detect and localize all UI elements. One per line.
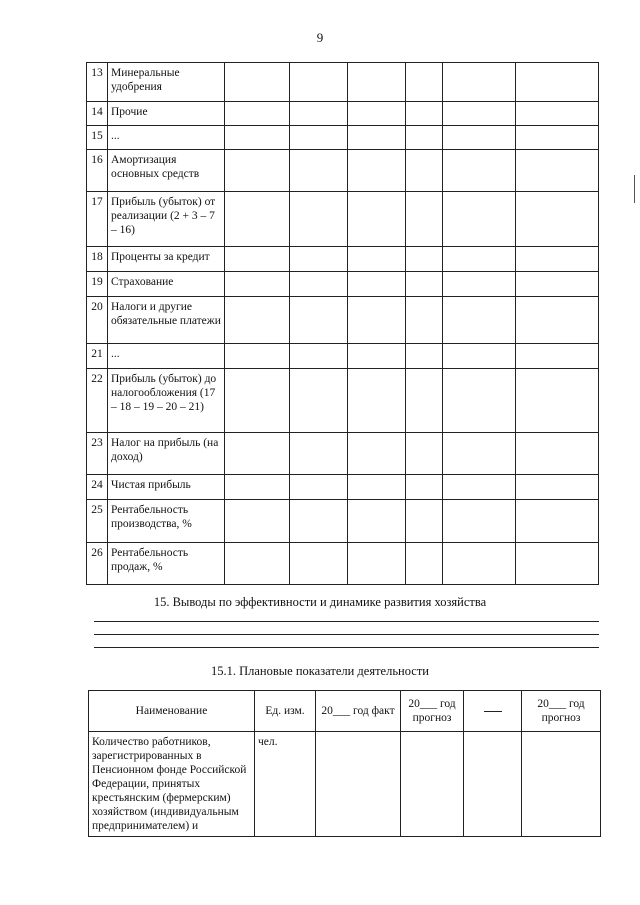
table-cell (406, 63, 443, 102)
table-cell (516, 102, 599, 126)
table-cell (225, 475, 290, 500)
table-cell (406, 433, 443, 475)
row-number: 13 (87, 63, 108, 102)
table-cell (406, 344, 443, 369)
table-cell (225, 433, 290, 475)
financial-results-table (86, 62, 599, 585)
table-cell (225, 344, 290, 369)
table-cell (348, 247, 406, 272)
table-row (87, 126, 599, 150)
table-cell (348, 433, 406, 475)
table-row (87, 475, 599, 500)
table-cell (348, 297, 406, 344)
row-number: 21 (87, 344, 108, 369)
table-row (87, 543, 599, 585)
table-row (87, 63, 599, 102)
table-cell (290, 433, 348, 475)
table-cell (290, 63, 348, 102)
table-cell (290, 192, 348, 247)
blank-line (94, 621, 599, 622)
row-number: 17 (87, 192, 108, 247)
row-number: 25 (87, 500, 108, 543)
table-cell (348, 150, 406, 192)
table-cell (443, 192, 516, 247)
row-label: Прочие (108, 102, 225, 126)
table-cell (290, 369, 348, 433)
section-15-title: 15. Выводы по эффективности и динамике развития хозяйства (153, 595, 487, 609)
header-year-forecast-2: 20___ год прогноз (522, 691, 601, 732)
planned-indicators-table (88, 690, 601, 837)
table-cell (225, 297, 290, 344)
table-cell (406, 272, 443, 297)
table-cell (225, 247, 290, 272)
table-cell (348, 63, 406, 102)
table-cell (516, 63, 599, 102)
table-cell (406, 475, 443, 500)
row-number: 15 (87, 126, 108, 150)
table-cell (406, 150, 443, 192)
table-cell (443, 369, 516, 433)
header-year-forecast: 20___ год прогноз (401, 691, 464, 732)
table-cell (443, 272, 516, 297)
table-cell (443, 433, 516, 475)
row-label: ... (108, 344, 225, 369)
table-cell (290, 272, 348, 297)
row-label: Страхование (108, 272, 225, 297)
row-label: Количество работников, зарегистрированных в Пенсионном фонде Российской Федерации, принятых крестьянским (фермерским) хозяйством (индивидуальным предпринимателем) и (89, 732, 255, 837)
table-row (87, 102, 599, 126)
blank-line (94, 634, 599, 635)
table-cell (348, 192, 406, 247)
table-cell (316, 732, 401, 837)
row-number: 18 (87, 247, 108, 272)
row-number: 26 (87, 543, 108, 585)
table-cell (406, 192, 443, 247)
table-cell (225, 192, 290, 247)
table-cell (443, 102, 516, 126)
table-cell (516, 272, 599, 297)
table-row (87, 150, 599, 192)
table-cell (290, 150, 348, 192)
table-cell (348, 344, 406, 369)
header-year-fact: 20___ год факт (316, 691, 401, 732)
table-cell (516, 543, 599, 585)
table-cell (443, 543, 516, 585)
table-cell (406, 247, 443, 272)
table-cell (225, 369, 290, 433)
table-cell (348, 500, 406, 543)
table-cell (406, 102, 443, 126)
table-cell (348, 272, 406, 297)
table-cell (516, 126, 599, 150)
table-cell (406, 500, 443, 543)
table-cell (406, 369, 443, 433)
table-cell (290, 344, 348, 369)
table-cell (516, 475, 599, 500)
table-cell (348, 126, 406, 150)
table-cell (516, 150, 599, 192)
table-cell (225, 150, 290, 192)
row-label: Минеральные удобрения (108, 63, 225, 102)
table-cell (516, 247, 599, 272)
table-row (87, 369, 599, 433)
row-label: Рентабельность продаж, % (108, 543, 225, 585)
page-number: 9 (316, 30, 324, 45)
table-row (87, 247, 599, 272)
table-cell (406, 126, 443, 150)
table-cell (225, 126, 290, 150)
table-cell (348, 475, 406, 500)
table-cell (516, 344, 599, 369)
table-cell (290, 126, 348, 150)
section-15-1-title: 15.1. Плановые показатели деятельности (210, 664, 429, 678)
table-cell (443, 126, 516, 150)
table-cell (443, 63, 516, 102)
table-cell (406, 543, 443, 585)
table-cell (516, 369, 599, 433)
table-cell (290, 543, 348, 585)
row-unit: чел. (255, 732, 316, 837)
table-cell (348, 369, 406, 433)
table-cell (348, 102, 406, 126)
table-cell (290, 500, 348, 543)
table-cell (225, 272, 290, 297)
table-row (87, 192, 599, 247)
table-cell (401, 732, 464, 837)
table-cell (443, 297, 516, 344)
header-blank-dash (464, 691, 522, 732)
table-cell (516, 500, 599, 543)
table-cell (348, 543, 406, 585)
row-number: 16 (87, 150, 108, 192)
row-number: 19 (87, 272, 108, 297)
table-cell (516, 192, 599, 247)
table-cell (443, 344, 516, 369)
table-row (87, 297, 599, 344)
row-label: Амортизация основных средств (108, 150, 225, 192)
row-number: 22 (87, 369, 108, 433)
table-row (87, 433, 599, 475)
row-number: 23 (87, 433, 108, 475)
table-cell (225, 102, 290, 126)
row-number: 14 (87, 102, 108, 126)
row-label: Налог на прибыль (на доход) (108, 433, 225, 475)
table-cell (443, 500, 516, 543)
table-cell (225, 543, 290, 585)
table-cell (290, 102, 348, 126)
table-cell (443, 150, 516, 192)
table-cell (225, 500, 290, 543)
header-unit: Ед. изм. (255, 691, 316, 732)
table-cell (290, 475, 348, 500)
table-cell (443, 247, 516, 272)
table-cell (290, 247, 348, 272)
row-number: 24 (87, 475, 108, 500)
row-label: Прибыль (убыток) до налогообложения (17 – 18 – 19 – 20 – 21) (108, 369, 225, 433)
row-label: Прибыль (убыток) от реализации (2 + 3 – 7 – 16) (108, 192, 225, 247)
row-label: ... (108, 126, 225, 150)
table-cell (522, 732, 601, 837)
table-cell (443, 475, 516, 500)
row-label: Рентабельность производства, % (108, 500, 225, 543)
row-number: 20 (87, 297, 108, 344)
row-label: Налоги и другие обязательные платежи (108, 297, 225, 344)
scan-margin-mark (634, 175, 635, 203)
table-row (87, 272, 599, 297)
table-row (87, 344, 599, 369)
blank-line (94, 647, 599, 648)
table-cell (290, 297, 348, 344)
table-cell (225, 63, 290, 102)
table-cell (516, 297, 599, 344)
table-cell (406, 297, 443, 344)
row-label: Проценты за кредит (108, 247, 225, 272)
table-row (87, 500, 599, 543)
header-name: Наименование (89, 691, 255, 732)
table-cell (464, 732, 522, 837)
row-label: Чистая прибыль (108, 475, 225, 500)
table-cell (516, 433, 599, 475)
